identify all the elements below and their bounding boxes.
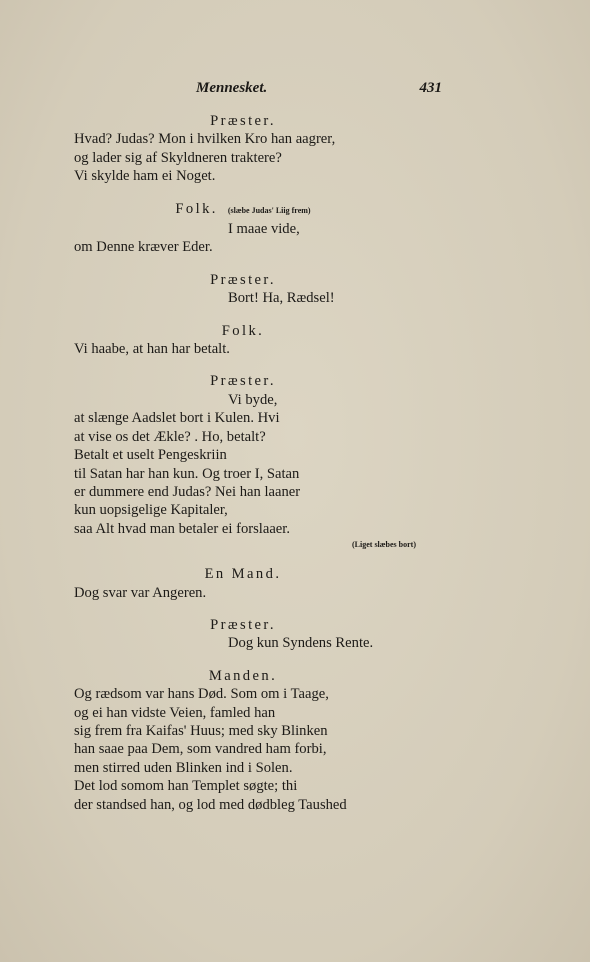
verse-line: Bort! Ha, Rædsel! xyxy=(228,290,335,307)
speaker-name: Præster. xyxy=(210,271,276,288)
verse-line: om Denne kræver Eder. xyxy=(74,239,213,256)
verse-line: Vi skylde ham ei Noget. xyxy=(74,168,216,185)
verse-line: Og rædsom var hans Død. Som om i Taage, xyxy=(74,686,329,703)
verse-line: saa Alt hvad man betaler ei forslaaer. xyxy=(74,520,290,537)
verse-line: og lader sig af Skyldneren traktere? xyxy=(74,149,282,166)
stage-direction: (Liget slæbes bort) xyxy=(352,540,416,550)
verse-line: at slænge Aadslet bort i Kulen. Hvi xyxy=(74,410,280,427)
speaker-heading xyxy=(82,200,404,220)
stage-direction: (slæbe Judas' Liig frem) xyxy=(227,205,311,215)
speaker-name: Manden. xyxy=(208,667,278,684)
verse-line: I maae vide, xyxy=(228,221,300,238)
speaker-name: Folk. xyxy=(175,200,218,217)
verse-line: sig frem fra Kaifas' Huus; med sky Blinken xyxy=(74,722,328,739)
verse-line: Det lod somom han Templet søgte; thi xyxy=(74,778,298,795)
verse-line: Dog kun Syndens Rente. xyxy=(228,635,374,652)
verse-line: Dog svar var Angeren. xyxy=(74,584,207,601)
play-text xyxy=(74,112,416,814)
speaker-name: Folk. xyxy=(221,322,265,339)
speaker-name: Præster. xyxy=(210,113,276,129)
verse-line: Hvad? Judas? Mon i hvilken Kro han aagrer, xyxy=(74,131,336,148)
verse-line: er dummere end Judas? Nei han laaner xyxy=(74,483,301,500)
running-title: Mennesket. xyxy=(196,80,268,96)
verse-line: til Satan har han kun. Og troer I, Satan xyxy=(74,465,300,482)
speaker-name: Præster. xyxy=(210,373,276,390)
verse-line: Vi haabe, at han har betalt. xyxy=(74,341,230,358)
verse-line: Betalt et uselt Pengeskriin xyxy=(74,447,227,464)
verse-line: og ei han vidste Veien, famled han xyxy=(74,704,276,721)
verse-line: Vi byde, xyxy=(228,391,278,408)
speaker-name: En Mand. xyxy=(204,566,282,583)
page-number: 431 xyxy=(419,80,442,96)
verse-line: han saae paa Dem, som vandred ham forbi, xyxy=(74,741,327,758)
verse-line: der standsed han, og lod med dødbleg Taushed xyxy=(74,796,347,813)
verse-line: at vise os det Ækle? . Ho, betalt? xyxy=(74,428,266,445)
speaker-name: Præster. xyxy=(210,616,276,633)
verse-line: men stirred uden Blinken ind i Solen. xyxy=(74,759,293,776)
running-header xyxy=(196,80,442,102)
verse-line: kun uopsigelige Kapitaler, xyxy=(74,502,228,519)
